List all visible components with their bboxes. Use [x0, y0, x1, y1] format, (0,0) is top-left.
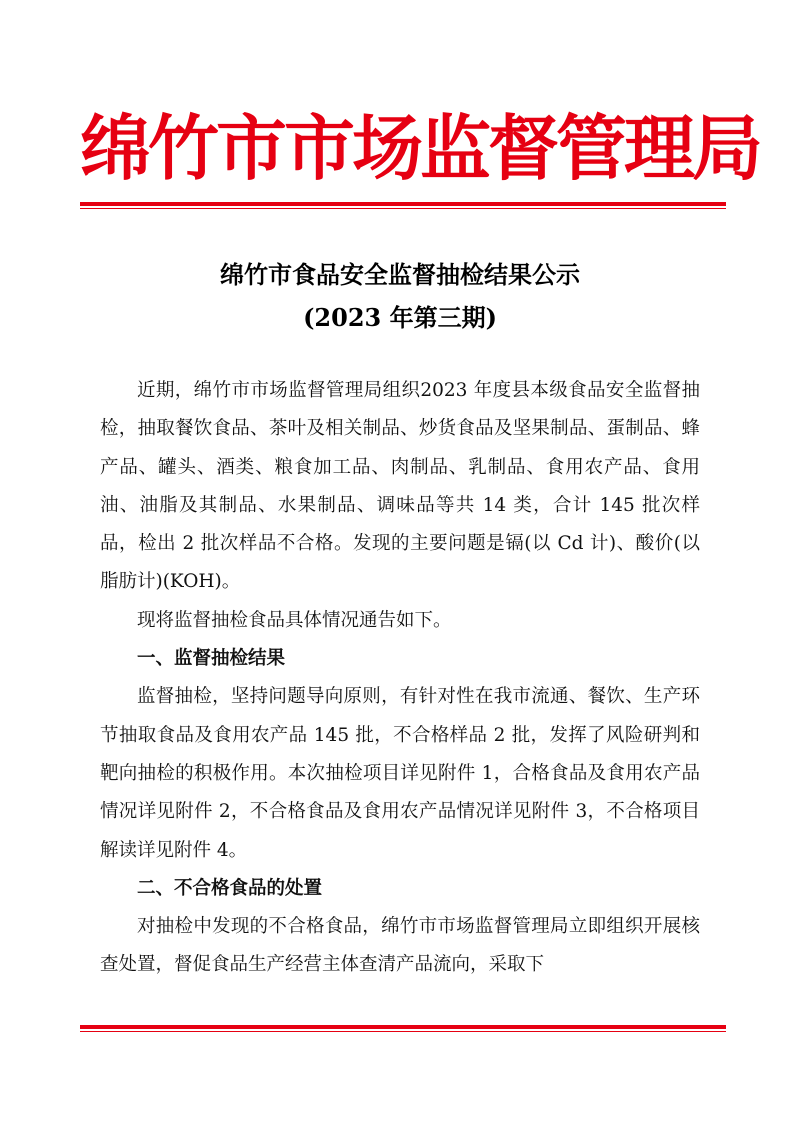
section-2-paragraph: 对抽检中发现的不合格食品，绵竹市市场监督管理局立即组织开展核查处置，督促食品生产经营主体查清产品流向，采取下: [100, 916, 700, 976]
section-1-paragraph: 监督抽检，坚持问题导向原则，有针对性在我市流通、餐饮、生产环节抽取食品及食用农产品 145 批，不合格样品 2 批，发挥了风险研判和靶向抽检的积极作用。本次抽检项目详见附件 1，合格食品及食用农产品情况详见附件 2，不合格食品及食用农产品情况详见附件 3，不合格项目解读详见附件 4。: [100, 686, 700, 861]
letterhead-org-name: 绵竹市市场监督管理局: [80, 106, 761, 190]
letterhead-divider: [80, 202, 726, 209]
document-title: 绵竹市食品安全监督抽检结果公示: [220, 260, 580, 289]
section-1-heading: 一、监督抽检结果: [137, 648, 286, 670]
intro-paragraph: 近期，绵竹市市场监督管理局组织2023 年度县本级食品安全监督抽检，抽取餐饮食品、茶叶及相关制品、炒货食品及坚果制品、蛋制品、蜂产品、罐头、酒类、粮食加工品、肉制品、乳制品、食用农产品、食用油、油脂及其制品、水果制品、调味品等共 14 类，合计 145 批次样品，检出 2 批次样品不合格。发现的主要问题是镉(以 Cd 计)、酸价(以脂肪计)(KOH)。: [100, 380, 700, 593]
section-2-heading: 二、不合格食品的处置: [137, 877, 323, 899]
document-body: [100, 372, 700, 985]
footer-divider: [80, 1025, 726, 1032]
notice-line: 现将监督抽检食品具体情况通告如下。: [137, 609, 452, 631]
document-subtitle: (2023 年第三期): [303, 303, 497, 332]
